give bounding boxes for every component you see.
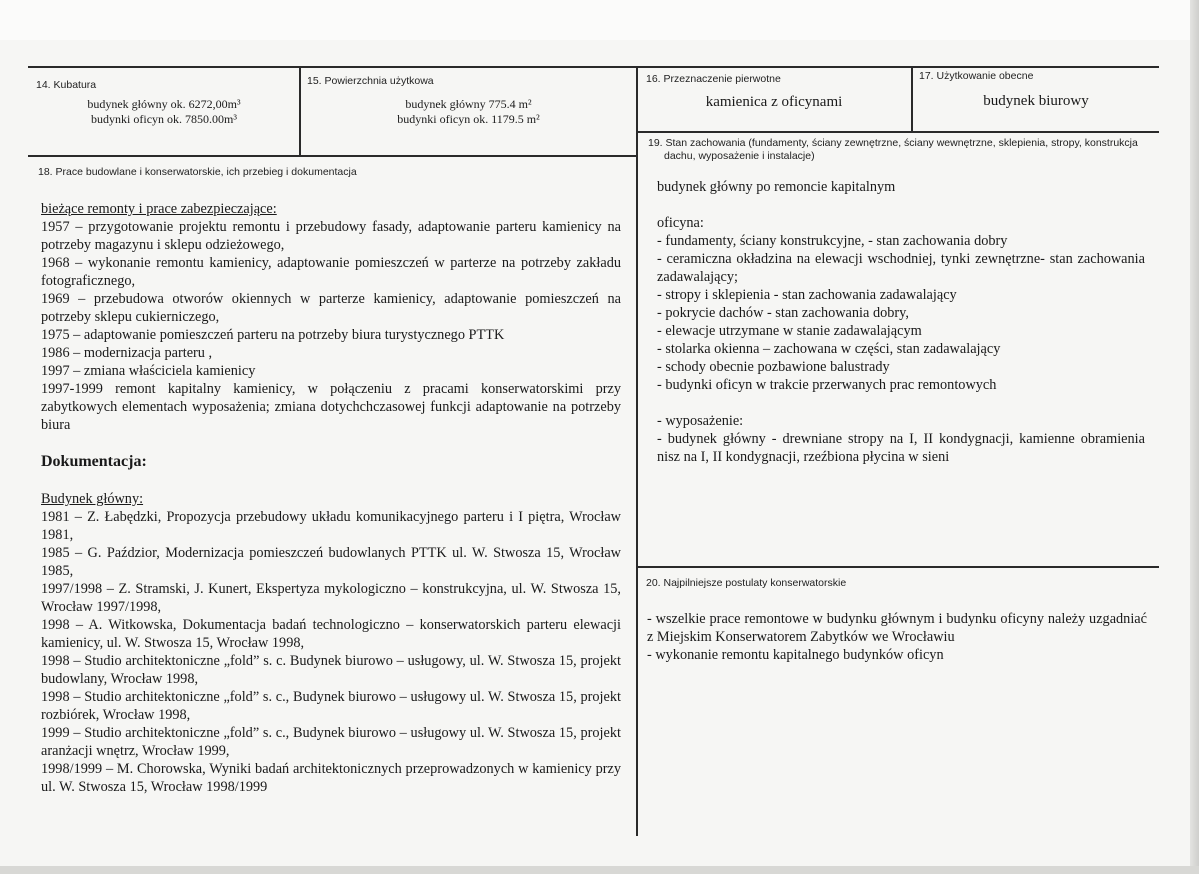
scan-edge-bottom xyxy=(0,866,1199,874)
works-entry: 1969 – przebudowa otworów okiennych w parterze kamienicy, adaptowanie pomieszczeń na potrzeby sklepu cukierniczego, xyxy=(41,291,621,325)
field-15-value xyxy=(302,97,635,127)
field-19-label xyxy=(648,137,1158,163)
postulate-item: - wykonanie remontu kapitalnego budynków oficyn xyxy=(647,647,944,663)
field-19-main: budynek główny po remoncie kapitalnym xyxy=(657,179,896,195)
field-18-label: 18. Prace budowlane i konserwatorskie, ich przebieg i dokumentacja xyxy=(38,166,357,178)
top-border xyxy=(28,66,1159,68)
field-19-content xyxy=(657,178,1145,466)
works-entry: 1997-1999 remont kapitalny kamienicy, w połączeniu z pracami konserwatorskimi przy zabytkowych elementach wyposażenia; zmiana dotychchczasowej funkcji adaptowanie na potrzeby biura xyxy=(41,381,621,433)
field-20-content xyxy=(647,610,1147,664)
oficyna-item: - budynki oficyn w trakcie przerwanych prac remontowych xyxy=(657,377,997,393)
works-entry: 1975 – adaptowanie pomieszczeń parteru na potrzeby biura turystycznego PTTK xyxy=(41,327,505,343)
field-17-value: budynek biurowy xyxy=(983,93,1089,109)
scan-edge-right xyxy=(1190,0,1199,874)
border-under-16-17 xyxy=(636,131,1159,133)
works-entry: 1968 – wykonanie remontu kamienicy, adaptowanie pomieszczeń w parterze na potrzeby zakładu fotograficznego, xyxy=(41,255,621,289)
oficyna-item: - pokrycie dachów - stan zachowania dobry, xyxy=(657,305,909,321)
field-14-line-main: budynek główny ok. 6272,00m³ xyxy=(87,97,241,111)
documentation-entry: 1985 – G. Paździor, Modernizacja pomieszczeń budowlanych PTTK ul. W. Stwosza 15, Wrocław 1985, xyxy=(41,545,621,579)
documentation-entry: 1998 – Studio architektoniczne „fold” s. c., Budynek biurowo – usługowy ul. W. Stwosza 15, projekt rozbiórek, Wrocław 1998, xyxy=(41,689,621,723)
oficyna-item: - schody obecnie pozbawione balustrady xyxy=(657,359,890,375)
scan-margin-top xyxy=(0,0,1199,40)
oficyna-item: - ceramiczna okładzina na elewacji wschodniej, tynki zewnętrzne- stan zachowania zadawalający; xyxy=(657,251,1145,285)
documentation-entry: 1999 – Studio architektoniczne „fold” s. c., Budynek biurowo – usługowy ul. W. Stwosza 15, projekt aranżacji wnętrz, Wrocław 1999, xyxy=(41,725,621,759)
field-15-line-oficyn: budynki oficyn ok. 1179.5 m² xyxy=(397,112,540,126)
field-18-content xyxy=(41,200,621,796)
documentation-subheading: Budynek główny: xyxy=(41,491,144,507)
field-17-label: 17. Użytkowanie obecne xyxy=(919,70,1034,82)
field-18-subheading: bieżące remonty i prace zabezpieczające: xyxy=(41,201,277,217)
border-above-20 xyxy=(636,566,1159,568)
oficyna-item: - elewacje utrzymane w stanie zadawalającym xyxy=(657,323,922,339)
works-entry: 1957 – przygotowanie projektu remontu i przebudowy fasady, adaptowanie parteru kamienicy na potrzeby magazynu i sklepu odzieżowego, xyxy=(41,219,621,253)
oficyna-item: - fundamenty, ściany konstrukcyjne, - stan zachowania dobry xyxy=(657,233,1008,249)
works-entry: 1986 – modernizacja parteru , xyxy=(41,345,213,361)
documentation-heading: Dokumentacja: xyxy=(41,453,147,470)
field-15-label: 15. Powierzchnia użytkowa xyxy=(307,75,434,87)
field-14-value xyxy=(30,97,298,127)
field-14-label: 14. Kubatura xyxy=(36,79,97,91)
documentation-entry: 1997/1998 – Z. Stramski, J. Kunert, Ekspertyza mykologiczno – konstrukcyjna, ul. W. Stwosza 15, Wrocław 1997/1998, xyxy=(41,581,621,615)
field-16-value: kamienica z oficynami xyxy=(705,94,843,110)
field-20-label: 20. Najpilniejsze postulaty konserwatorskie xyxy=(646,577,847,589)
oficyna-item: - stropy i sklepienia - stan zachowania zadawalający xyxy=(657,287,957,303)
main-column-divider xyxy=(636,66,638,836)
field-19-wyposazenie-heading: - wyposażenie: xyxy=(657,413,744,429)
field-16-label: 16. Przeznaczenie pierwotne xyxy=(646,73,781,85)
documentation-entry: 1998 – Studio architektoniczne „fold” s. c. Budynek biurowo – usługowy, ul. W. Stwosza 15, projekt budowlany, Wrocław 1998, xyxy=(41,653,621,687)
oficyna-item: - stolarka okienna – zachowana w części, stan zadawalający xyxy=(657,341,1001,357)
field-19-label-line1: 19. Stan zachowania (fundamenty, ściany zewnętrzne, ściany wewnętrzne, sklepienia, stropy, konstrukcja xyxy=(648,137,1138,149)
field-19-oficyna-heading: oficyna: xyxy=(657,215,704,231)
field-19-label-line2: dachu, wyposażenie i instalacje) xyxy=(664,150,815,162)
postulate-item: - wszelkie prace remontowe w budynku głównym i budynku oficyny należy uzgadniać z Miejskim Konserwatorem Zabytków we Wrocławiu xyxy=(647,611,1147,645)
field-14-line-oficyn: budynki oficyn ok. 7850.00m³ xyxy=(91,112,237,126)
field-19-wyposazenie-item: - budynek główny - drewniane stropy na I, II kondygnacji, kamienne obramienia nisz na I, II kondygnacji, rzeźbiona płycina w sieni xyxy=(657,431,1145,465)
documentation-entry: 1981 – Z. Łabędzki, Propozycja przebudowy układu komunikacyjnego parteru i I piętra, Wrocław 1981, xyxy=(41,509,621,543)
documentation-entry: 1998 – A. Witkowska, Dokumentacja badań technologiczno – konserwatorskich parteru elewacji kamienicy, ul. W. Stwosza 15, Wrocław 1998, xyxy=(41,617,621,651)
documentation-entry: 1998/1999 – M. Chorowska, Wyniki badań architektonicznych przeprowadzonych w kamienicy przy ul. W. Stwosza 15, Wrocław 1998/1999 xyxy=(41,761,621,795)
works-entry: 1997 – zmiana właściciela kamienicy xyxy=(41,363,256,379)
field-15-line-main: budynek główny 775.4 m² xyxy=(405,97,532,111)
border-under-14-15 xyxy=(28,155,638,157)
divider-14-15 xyxy=(299,66,301,156)
